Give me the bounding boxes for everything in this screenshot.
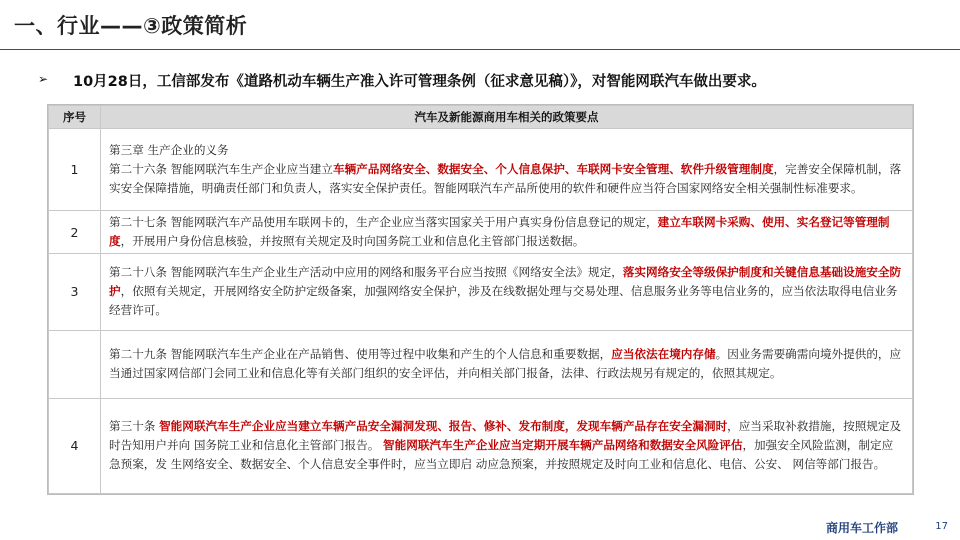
- policy-text: ，开展用户身份信息核验，并按照有关规定及时向国务院工业和信息化主管部门报送数据。: [120, 234, 585, 249]
- policy-text: 第三十条: [109, 419, 160, 434]
- header-num: 序号: [49, 106, 101, 129]
- policy-text: ，加强安全风险监测，制定应急预案，发 生网络安全、数据安全、个人信息安全事件时，应当立即启 动应急预案，并按照规定及时向工业和信息化、电信、公安、 网信等部门报告。: [109, 438, 894, 472]
- table-body: [49, 129, 913, 494]
- policy-content: [101, 330, 913, 398]
- highlighted-requirement: 车辆产品网络安全、数据安全、个人信息保护、车联网卡安全管理、软件升级管理制度: [332, 162, 774, 177]
- table-header-row: [49, 106, 913, 129]
- table-row: [49, 129, 913, 211]
- row-number: 4: [49, 398, 101, 493]
- bullet-arrow-icon: ➢: [38, 72, 49, 86]
- title-divider: [0, 49, 960, 50]
- policy-content: [101, 254, 913, 330]
- bullet-text-content: 10月28日，工信部发布《道路机动车辆生产准入许可管理条例（征求意见稿）》，对智能网联汽车做出要求。: [73, 74, 766, 90]
- footer-department: 商用车工作部: [825, 521, 898, 535]
- highlighted-requirement: 应当依法在境内存储: [611, 347, 716, 362]
- header-content: 汽车及新能源商用车相关的政策要点: [101, 106, 913, 129]
- policy-text: ，依照有关规定，开展网络安全防护定级备案，加强网络安全保护，涉及在线数据处理与交易处理、信息服务业务等电信业务的，应当依法取得电信业务经营许可。: [109, 284, 898, 318]
- row-number: 1: [49, 129, 101, 211]
- table-row: [49, 398, 913, 493]
- highlighted-requirement: 智能网联汽车生产企业应当定期开展车辆产品网络和数据安全风险评估: [383, 438, 743, 453]
- table-row: [49, 254, 913, 330]
- slide-title: 一、行业——③政策简析: [14, 14, 248, 38]
- policy-text: 第三章 生产企业的义务: [109, 143, 229, 158]
- policy-content: [101, 211, 913, 254]
- row-number: 2: [49, 211, 101, 254]
- bullet-text: [73, 70, 766, 91]
- policy-text: 第二十七条 智能网联汽车产品使用车联网卡的，生产企业应当落实国家关于用户真实身份信息登记的规定，: [109, 215, 658, 230]
- policy-content: [101, 129, 913, 211]
- row-number: [49, 330, 101, 398]
- policy-text: 。因业务需要确需向境外提供的，应当通过国家网信部门会同工业和信息化等有关部门组织的安全评估，并向相关部门报备，法律、行政法规另有规定的，依照其规定。: [109, 347, 902, 381]
- page-number: 17: [935, 521, 948, 532]
- policy-text: ，应当采取补救措施，按照规定及时告知用户并向 国务院工业和信息化主管部门报告。: [109, 419, 902, 453]
- table-row: [49, 330, 913, 398]
- policy-content: [101, 398, 913, 493]
- highlighted-requirement: 建立车联网卡采购、使用、实名登记等管理制度: [109, 215, 890, 249]
- table-row: [49, 211, 913, 254]
- policy-text: 第二十六条 智能网联汽车生产企业应当建立: [109, 162, 333, 177]
- policy-text: 第二十九条 智能网联汽车生产企业在产品销售、使用等过程中收集和产生的个人信息和重要数据，: [109, 347, 612, 362]
- row-number: 3: [49, 254, 101, 330]
- highlighted-requirement: 落实网络安全等级保护制度和关键信息基础设施安全防护: [109, 265, 902, 299]
- policy-table: [47, 104, 914, 495]
- policy-text: 第二十八条 智能网联汽车生产企业生产活动中应用的网络和服务平台应当按照《网络安全法》规定，: [109, 265, 623, 280]
- highlighted-requirement: 智能网联汽车生产企业应当建立车辆产品安全漏洞发现、报告、修补、发布制度，发现车辆产品存在安全漏洞时: [159, 419, 728, 434]
- policy-text: ，完善安全保障机制，落实安全保障措施，明确责任部门和负责人，落实安全保护责任。智能网联汽车产品所使用的软件和硬件应当符合国家网络安全相关强制性标准要求。: [109, 162, 902, 196]
